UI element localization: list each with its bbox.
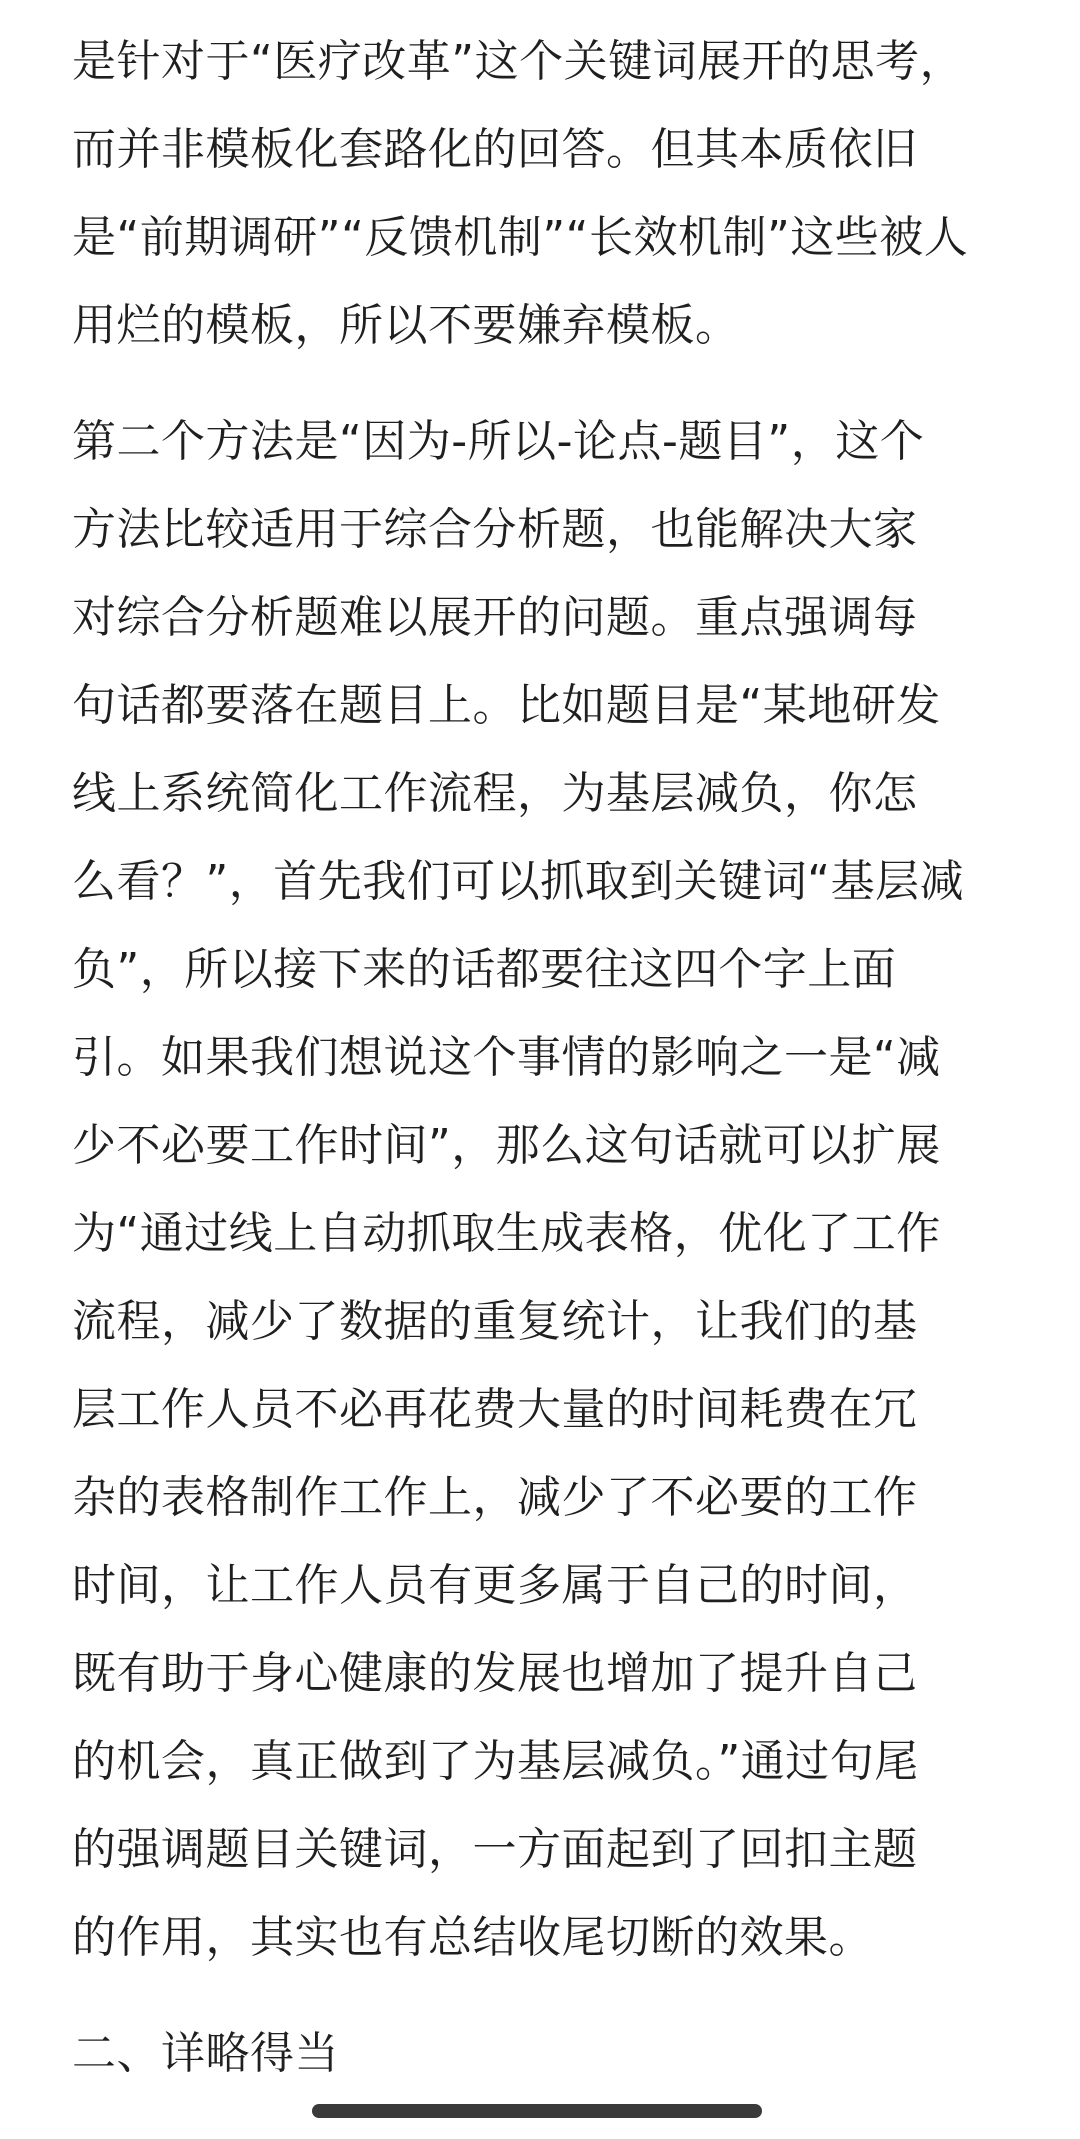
article-content bbox=[72, 18, 1022, 2098]
home-indicator-bar[interactable] bbox=[312, 2104, 762, 2118]
paragraph-template-example: 是针对于“医疗改革”这个关键词展开的思考， 而并非模板化套路化的回答。但其本质依旧 是“前期调研”“反馈机制”“长效机制”这些被人 用烂的模板，所以不要嫌弃模板。 bbox=[72, 36, 969, 351]
paragraph-method-two: 第二个方法是“因为-所以-论点-题目”，这个 方法比较适用于综合分析题，也能解决大家 对综合分析题难以展开的问题。重点强调每 句话都要落在题目上。比如题目是“某地研发 线上系统简化工作流程，为基层减负，你怎 么看？”，首先我们可以抓取到关键词“基层减 负”，所以接下来的话都要往这四个字上面 引。如果我们想说这个事情的影响之一是“减 少不必要工作时间”，那么这句话就可以扩展 为“通过线上自动抓取生成表格，优化了工作 流程，减少了数据的重复统计，让我们的基 层工作人员不必再花费大量的时间耗费在冗 杂的表格制作工作上，减少了不必要的工作 时间，让工作人员有更多属于自己的时间， 既有助于身心健康的发展也增加了提升自己 的机会，真正做到了为基层减负。”通过句尾 的强调题目关键词，一方面起到了回扣主题 的作用，其实也有总结收尾切断的效果。 bbox=[72, 416, 965, 1963]
section-heading: 二、详略得当 bbox=[72, 2028, 339, 2079]
